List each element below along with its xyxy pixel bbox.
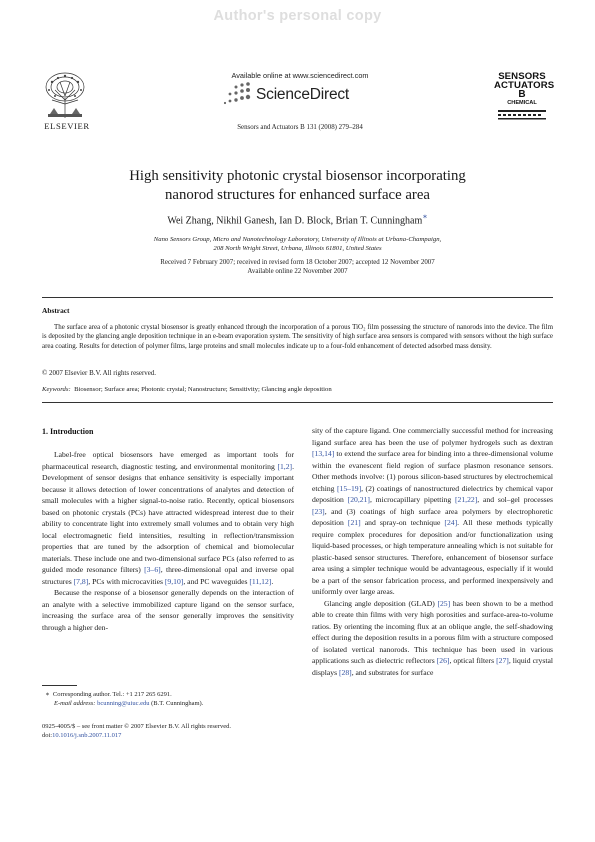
citation-link[interactable]: [3–6]	[144, 565, 161, 574]
front-matter	[42, 722, 294, 740]
text-run: Glancing angle deposition (GLAD)	[324, 598, 438, 608]
text-run: , and PC waveguides	[183, 576, 250, 586]
text-run: , three-dimensional opal and inverse opal structures	[42, 565, 294, 586]
citation-link[interactable]: [21,22]	[455, 495, 478, 504]
keywords-list: Biosensor; Surface area; Photonic crystal; Nanostructure; Sensitivity; Glancing angle deposition	[74, 386, 332, 393]
text-run: , liquid crystal displays	[312, 656, 553, 677]
email-suffix: (B.T. Cunningham).	[149, 699, 204, 707]
text-run: , microcapillary pipetting	[369, 495, 455, 504]
text-run: , and substrates for surface	[351, 667, 434, 677]
corresponding-author-mark[interactable]: ∗	[422, 212, 428, 221]
citation-link[interactable]: [15–19]	[336, 483, 362, 493]
available-online-text: Available online at www.sciencedirect.com	[231, 71, 369, 80]
intro-paragraph-2: Because the response of a biosensor generally depends on the interaction of an analyte with a selective immobilized capture ligand on the sensor surface, increasing the surface area of the sensor generally improves the sensitivity through a higher den-	[42, 588, 294, 632]
email-label: E-mail address:	[54, 699, 96, 707]
doi-label: doi:	[42, 732, 53, 740]
text-run: , optical filters	[449, 656, 497, 665]
logo-pattern-icon	[494, 108, 550, 126]
divider-bottom	[42, 402, 553, 403]
doi-line	[42, 731, 294, 740]
text-run: sity of the capture ligand. One commercially successful method for increasing ligand surface area has been the use of polymer hydrogels such as dextran	[312, 426, 553, 447]
intro-paragraph-2-cont	[312, 425, 553, 598]
citation-link[interactable]: [1,2]	[277, 461, 293, 471]
footnote	[42, 691, 294, 709]
text-run: , (2) coatings of nanostructured dielectrics by chemical vapor deposition	[312, 483, 553, 504]
keywords	[42, 386, 332, 393]
citation-link[interactable]: [21]	[347, 518, 361, 527]
received-dates: Received 7 February 2007; received in revised form 18 October 2007; accepted 12 November 2007	[160, 259, 435, 266]
title-line-2: nanorod structures for enhanced surface area	[165, 187, 430, 203]
citation-link[interactable]: [9,10]	[164, 576, 184, 586]
watermark: Author's personal copy	[213, 8, 382, 24]
sciencedirect-dots-logo	[222, 81, 254, 107]
elsevier-tree-logo	[40, 70, 90, 120]
authors-text: Wei Zhang, Nikhil Ganesh, Ian D. Block, Brian T. Cunningham	[167, 215, 423, 227]
divider-top	[42, 297, 553, 298]
text-run: , PCs with microcavities	[88, 576, 165, 586]
abstract-text: The surface area of a photonic crystal biosensor is greatly enhanced through the incorporation of a porous TiO₂ film possessing the structure of nanorods into the device. The film is deposited by the glancing angle deposition technique in an e-beam evaporation system. The sensitivity of high surface area sensors is compared with sensors without the high surface area coating. Results for detection of polymer films, large proteins and small molecules indicate up to a four-fold enhancement of detected adsorbed mass density.	[42, 323, 553, 350]
citation-link[interactable]: [27]	[496, 656, 509, 665]
abstract-copyright: © 2007 Elsevier B.V. All rights reserved.	[42, 369, 157, 377]
intro-paragraph-3	[312, 598, 553, 679]
sciencedirect-brand: ScienceDirect	[256, 86, 350, 103]
corresponding-author-text: Corresponding author. Tel.: +1 217 265 6291.	[52, 691, 172, 698]
author-list	[60, 212, 535, 226]
text-run: , and (3) coatings of high surface area polymers by electrophoretic deposition	[312, 506, 553, 527]
text-run: . Development of sensor designs that enhance sensitivity is especially important because it allows detection of lower concentrations of analytes and detection of small molecules with a higher signal-to-noise ratio. Recently, optical biosensors based on photonic crystals (PCs) have attracted widespread interest due to their ability to concentrate light into extremely small volumes and to obtain very high local electromagnetic field intensities, resulting in reflection/transmission properties that are tuned by the adsorption of chemical and biomolecular materials. These include one and two-dimensional surface PCs (also referred to as guided mode resonance filters)	[42, 461, 294, 574]
footnote-corresponding	[42, 691, 294, 700]
citation-link[interactable]: [28]	[338, 667, 352, 677]
text-run: .	[271, 576, 274, 586]
article-dates	[90, 259, 505, 276]
citation-link[interactable]: [20,21]	[347, 495, 370, 504]
citation-link[interactable]: [11,12]	[249, 576, 272, 586]
column-right	[312, 425, 553, 678]
affiliation	[90, 235, 505, 253]
logo-line-b: B	[518, 89, 526, 100]
text-run: , and sol–gel processes	[477, 495, 554, 504]
footnote-email	[42, 700, 294, 709]
text-run: to extend the surface area for binding into a three-dimensional volume within the evanescent field region of surface plasmon resonance sensors. Other methods involve: (1) porous silicon-based structures by electrochemical etching	[312, 449, 553, 493]
publisher-name: ELSEVIER	[44, 121, 90, 131]
column-left	[42, 449, 294, 633]
section-heading-introduction: 1. Introduction	[42, 427, 94, 436]
text-run: has been shown to be a method able to create thin films with very high porosities and surface-area-to-volume ratios. By orienting the incoming flux at an oblique angle, the self-shadowing effect during the deposition results in a porous film with a structure composed of isolated vertical nanorods. This technique has been used in various applications such as dielectric reflectors	[312, 598, 553, 665]
logo-line-actuators: ACTUATORS	[494, 80, 555, 91]
citation-link[interactable]: [24]	[444, 518, 458, 527]
footnote-divider	[42, 685, 77, 686]
text-run: . All these methods typically require complex procedures for deposition and/or functionalization using liquid-based processes, or high temperature annealing which is not suitable for plastic-based sensor structures. Therefore, enhancement of biosensor surface area using a simpler technique would be advantageous, especially if it would be a part of the sensor fabrication process, and performed inexpensively and uniformly over large areas.	[312, 518, 554, 596]
issn-line: 0925-4005/$ – see front matter © 2007 Elsevier B.V. All rights reserved.	[42, 723, 231, 730]
article-title	[60, 167, 535, 205]
citation-link[interactable]: [25]	[437, 598, 451, 608]
text-run: and spray-on technique	[360, 518, 445, 527]
keywords-label: Keywords:	[42, 386, 71, 393]
logo-line-sensors: SENSORS	[498, 71, 546, 82]
logo-line-chemical: CHEMICAL	[507, 100, 537, 106]
citation-link[interactable]: [23]	[312, 506, 325, 516]
citation-link[interactable]: [26]	[436, 656, 450, 665]
journal-citation: Sensors and Actuators B 131 (2008) 279–284	[237, 124, 363, 131]
text-run: Label-free optical biosensors have emerged as important tools for pharmaceutical research, diagnostic testing, and environmental monitoring	[42, 450, 294, 471]
citation-link[interactable]: [13,14]	[312, 449, 335, 458]
title-line-1: High sensitivity photonic crystal biosensor incorporating	[129, 168, 466, 184]
citation-link[interactable]: [7,8]	[73, 576, 89, 586]
sensors-actuators-logo	[494, 71, 555, 126]
footnote-mark: ∗	[45, 691, 50, 698]
affiliation-line-2: 208 North Wright Street, Urbana, Illinois 61801, United States	[213, 245, 382, 252]
email-link[interactable]: bcunning@uiuc.edu	[97, 699, 150, 707]
abstract-heading: Abstract	[42, 306, 70, 315]
intro-paragraph-1	[42, 449, 294, 587]
affiliation-line-1: Nano Sensors Group, Micro and Nanotechnology Laboratory, University of Illinois at Urbana-Champaign,	[153, 236, 442, 243]
online-date: Available online 22 November 2007	[247, 267, 348, 275]
doi-link[interactable]: 10.1016/j.snb.2007.11.017	[52, 732, 122, 740]
